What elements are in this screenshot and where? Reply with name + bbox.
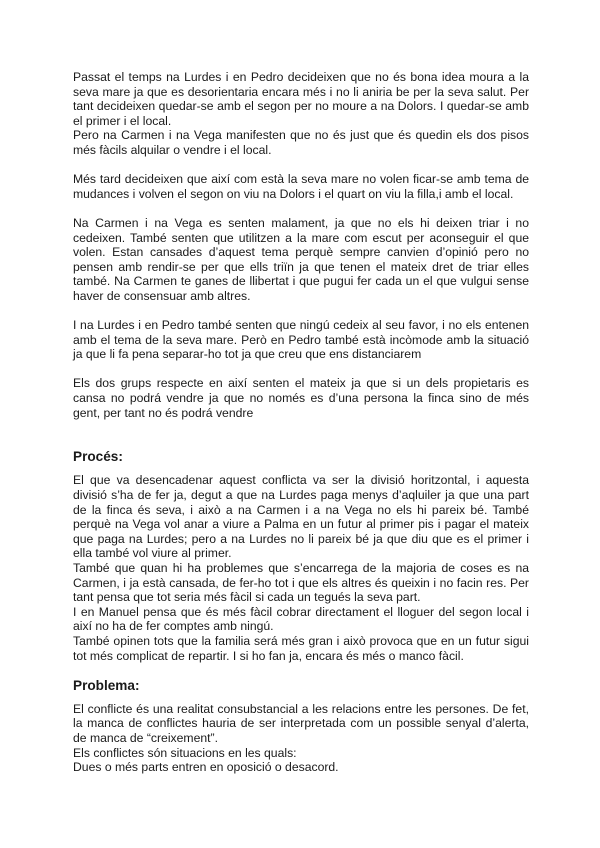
problema-paragraph-2: Els conflictes són situacions en les quals: bbox=[73, 745, 297, 760]
intro-paragraph-1: Passat el temps na Lurdes i en Pedro decideixen que no és bona idea moura a la seva mare ja que es desorientaria encara més i no li aniria be per la seva salut. Per tant decideixen quedar-se amb el segon per no moure a na Dolors. I quedar-se amb el primer i el local. bbox=[73, 70, 529, 128]
paragraph-gap bbox=[73, 158, 529, 173]
heading-gap bbox=[73, 694, 529, 702]
problema-paragraph-1: El conflicte és una realitat consubstancial a les relacions entre les persones. De fet, la manca de conflictes hauria de ser interpretada com un possible senyal d’alerta, de manca de “creixement”. bbox=[73, 701, 529, 745]
problema-heading: Problema: bbox=[73, 677, 140, 693]
paragraph-gap bbox=[73, 201, 529, 216]
proces-paragraph-2: També que quan hi ha problemes que s’encarrega de la majoria de coses es na Carmen, i ja està cansada, de fer-ho tot i que els altres és queixin i no facin res. Per tant pensa que tot seria més fàcil si cada un tegués la seva part. bbox=[73, 561, 529, 605]
intro-paragraph-4: Na Carmen i na Vega es senten malament, ja que no els hi deixen triar i no cedeixen. També senten que utilitzen a la mare com escut per aconseguir el que volen. Estan cansades d’aquest tema perquè sempre canvien d’opinió pero no pensen amb rendir-se per que ells triïn ja que tenen el mateix dret de triar elles també. Na Carmen te ganes de llibertat i que pugui fer cada un el que vulgui sense haver de consensuar amb altres. bbox=[73, 215, 529, 303]
proces-heading: Procés: bbox=[73, 449, 123, 465]
paragraph-gap bbox=[73, 435, 529, 450]
intro-paragraph-3: Més tard decideixen que així com està la seva mare no volen ficar-se amb tema de mudances i volven el segon on viu na Dolors i el quart on viu la filla,i amb el local. bbox=[73, 172, 529, 201]
document-page bbox=[73, 70, 529, 775]
intro-paragraph-6: Els dos grups respecte en així senten el mateix ja que si un dels propietaris es cansa no podrá vendre ja que no només es d’una persona la finca sino de més gent, per tant no és podrá vendre bbox=[73, 376, 529, 420]
proces-paragraph-3: I en Manuel pensa que és més fàcil cobrar directament el lloguer del segon local i així no ha de fer comptes amb ningú. bbox=[73, 604, 529, 634]
intro-paragraph-2: Pero na Carmen i na Vega manifesten que no és just que és quedin els dos pisos més fàcils alquilar o vendre i el local. bbox=[73, 128, 529, 157]
problema-paragraph-3: Dues o més parts entren en oposició o desacord. bbox=[73, 760, 339, 775]
paragraph-gap bbox=[73, 362, 529, 377]
paragraph-gap bbox=[73, 663, 529, 678]
paragraph-gap bbox=[73, 420, 529, 435]
heading-gap bbox=[73, 465, 529, 473]
intro-paragraph-5: I na Lurdes i en Pedro també senten que ningú cedeix al seu favor, i no els entenen amb el tema de la seva mare. Però en Pedro també està incòmode amb la situació ja que li fa pena separar-ho tot ja que creu que ens distanciarem bbox=[73, 318, 529, 362]
proces-paragraph-4: També opinen tots que la familia será més gran i això provoca que en un futur sigui tot més complicat de repartir. I si ho fan ja, encara és més o manco fàcil. bbox=[73, 633, 529, 663]
paragraph-gap bbox=[73, 304, 529, 319]
proces-paragraph-1: El que va desencadenar aquest conflicta va ser la divisió horitzontal, i aquesta divisió s’ha de fer ja, degut a que na Lurdes paga menys d’aqluiler ja que una part de la finca és seva, i això a na Carmen i a na Vega no els hi pareix bé. També perquè na Vega vol anar a viure a Palma en un futur al primer pis i pagar el mateix que paga na Lurdes; pero a na Lurdes no li pareix bé ja que diu que es el primer i ella també vol viure al primer. bbox=[73, 473, 529, 561]
